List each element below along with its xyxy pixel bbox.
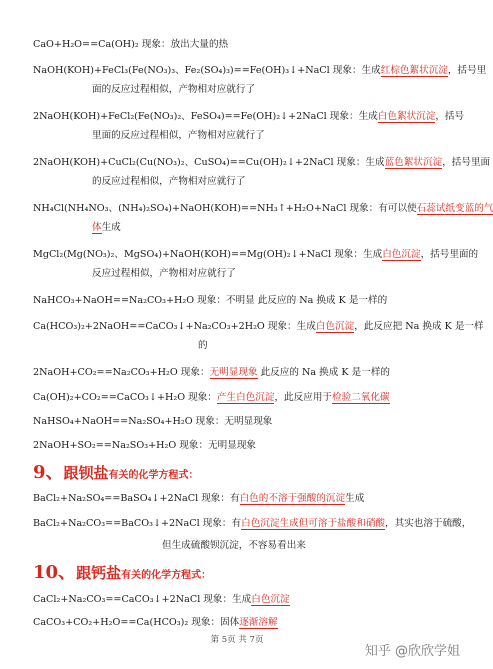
equation-continuation — [92, 129, 462, 142]
equation-mgcl2-naoh — [33, 248, 479, 261]
section-number: 9、 — [33, 462, 64, 483]
equation-text: 生成 — [345, 493, 365, 504]
equation-text: BaCl₂+Na₂CO₃==BaCO₃↓+2NaCl 现象：有 — [33, 518, 242, 529]
equation-text: ，此反应把 Na 换成 K 是一样 — [354, 321, 484, 332]
highlight-phenomenon: 白色沉淀 — [251, 594, 290, 605]
section-title-rest: 有关的化学方程式： — [121, 570, 212, 581]
equation-text: CaCl₂+Na₂CO₃==CaCO₃↓+2NaCl 现象：生成 — [33, 594, 252, 605]
equation-text: 生成 — [101, 222, 121, 233]
equation-text: 但生成硫酸钡沉淀，不容易看出来 — [162, 540, 306, 551]
equation-text: 2NaOH+SO₂==Na₂SO₃+H₂O 现象：无明显现象 — [33, 440, 257, 451]
highlight-phenomenon: 检验二氧化碳 — [332, 392, 390, 403]
equation-continuation — [92, 83, 462, 96]
section-keyword: 跟钙盐 — [76, 564, 122, 582]
equation-text: CaO+H₂O==Ca(OH)₂ 现象：放出大量的热 — [33, 39, 229, 50]
highlight-phenomenon: 体 — [92, 222, 102, 233]
equation-text: ，括号里面的 — [420, 249, 479, 260]
equation-text: 2NaOH+CO₂==Na₂CO₃+H₂O 现象： — [33, 367, 210, 378]
equation-text: 里面的反应过程相似，产物相对应就行了 — [92, 130, 265, 141]
equation-text: NaOH(KOH)+FeCl₃(Fe(NO₃)₃、Fe₂(SO₄)₃)==Fe(OH)₃↓+NaCl 现象：生成 — [33, 65, 381, 76]
equation-text: 面的反应过程相似，产物相对应就行了 — [92, 84, 256, 95]
highlight-phenomenon: 白色沉淀生成但可溶于盐酸和硝酸 — [241, 518, 386, 529]
equation-text: ，括号里 — [447, 65, 487, 76]
section-title-rest: 有关的化学方程式： — [108, 470, 199, 481]
equation-nahso4-naoh — [33, 415, 462, 428]
equation-naoh-so2 — [33, 439, 462, 452]
equation-bacl2-na2co3 — [33, 517, 472, 530]
equation-text: NaHSO₄+NaOH==Na₂SO₄+H₂O 现象：无明显现象 — [33, 416, 273, 427]
equation-continuation — [162, 539, 462, 552]
equation-continuation — [92, 175, 462, 188]
section-heading-10 — [33, 563, 211, 586]
equation-naoh-co2 — [33, 366, 462, 379]
highlight-phenomenon: 蓝色絮状沉淀 — [384, 157, 443, 168]
equation-cahco3-naoh — [33, 320, 484, 333]
equation-cao-h2o — [33, 38, 462, 51]
highlight-phenomenon: 无明显现象 — [209, 367, 258, 378]
equation-cacl2-na2co3 — [33, 593, 462, 606]
equation-naoh-fecl3 — [33, 64, 487, 77]
equation-nahco3-naoh — [33, 294, 462, 307]
equation-naoh-fecl2 — [33, 110, 465, 123]
equation-nh4cl-naoh — [33, 202, 493, 215]
section-keyword: 跟钡盐 — [63, 464, 109, 482]
equation-text: 2NaOH(KOH)+FeCl₂(Fe(NO₃)₂、FeSO₄)==Fe(OH)₂↓+2NaCl 现象：生成 — [33, 111, 378, 122]
highlight-phenomenon: 红棕色絮状沉淀 — [380, 65, 448, 76]
equation-text: ，此反应用于 — [274, 392, 333, 403]
equation-text: 2NaOH(KOH)+CuCl₂(Cu(NO₃)₂、CuSO₄)==Cu(OH)₂↓+2NaCl 现象：生成 — [33, 157, 385, 168]
equation-continuation — [92, 221, 462, 234]
highlight-phenomenon: 白色沉淀 — [315, 321, 355, 332]
equation-text: ，括号 — [435, 111, 465, 122]
equation-bacl2-na2so4 — [33, 492, 462, 505]
equation-text: 的 — [198, 340, 208, 351]
equation-continuation — [198, 339, 462, 352]
section-number: 10、 — [33, 562, 77, 583]
watermark: 知乎 @欣欣学姐 — [364, 644, 460, 659]
equation-continuation — [92, 267, 462, 280]
equation-text: NH₄Cl(NH₄NO₃、(NH₄)₂SO₄)+NaOH(KOH)==NH₃↑+H₂O+NaCl 现象：有可以使 — [33, 203, 417, 214]
highlight-phenomenon: 石蕊试纸变蓝的气 — [416, 203, 493, 214]
equation-text: Ca(OH)₂+CO₂==CaCO₃↓+H₂O 现象： — [33, 392, 217, 403]
highlight-phenomenon: 白色絮状沉淀 — [377, 111, 436, 122]
equation-text: BaCl₂+Na₂SO₄==BaSO₄↓+2NaCl 现象：有 — [33, 493, 240, 504]
equation-naoh-cucl2 — [33, 156, 491, 169]
equation-caoh2-co2 — [33, 391, 462, 404]
equation-text: CaCO₃+CO₂+H₂O==Ca(HCO₃)₂ 现象：固体 — [33, 617, 240, 628]
highlight-phenomenon: 逐渐溶解 — [239, 617, 278, 628]
equation-text: MgCl₂(Mg(NO₃)₂、MgSO₄)+NaOH(KOH)==Mg(OH)₂↓+NaCl 现象：生成 — [33, 249, 383, 260]
section-heading-9 — [33, 463, 199, 486]
equation-text: Ca(HCO₃)₂+2NaOH==CaCO₃↓+Na₂CO₃+2H₂O 现象：生成 — [33, 321, 316, 332]
equation-text: ，括号里面 — [442, 157, 491, 168]
highlight-phenomenon: 白色的不溶于强酸的沉淀 — [239, 493, 346, 504]
equation-text: ，其实也溶于硫酸， — [385, 518, 472, 529]
highlight-phenomenon: 白色沉淀 — [382, 249, 421, 260]
equation-text: 反应过程相似，产物相对应就行了 — [92, 268, 236, 279]
equation-text: NaHCO₃+NaOH==Na₂CO₃+H₂O 现象：不明显 此反应的 Na 换成 K 是一样的 — [33, 295, 388, 306]
equation-text: 的反应过程相似，产物相对应就行了 — [92, 176, 246, 187]
equation-text: 此反应的 Na 换成 K 是一样的 — [257, 367, 391, 378]
equation-caco3-co2 — [33, 616, 462, 629]
page-footer: 第 5页 共 7页 — [210, 635, 264, 645]
highlight-phenomenon: 产生白色沉淀 — [216, 392, 275, 403]
